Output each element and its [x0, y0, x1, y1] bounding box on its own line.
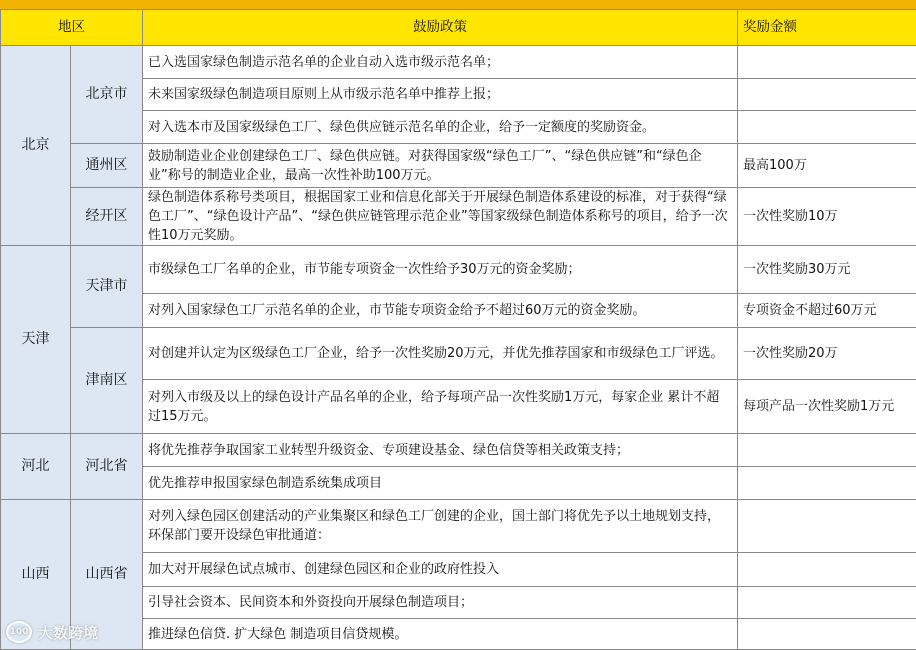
- city-cell: 山西省: [71, 500, 143, 650]
- policy-cell: 市级绿色工厂名单的企业，市节能专项资金一次性给予30万元的资金奖励；: [143, 246, 738, 294]
- policy-cell: 未来国家级绿色制造项目原则上从市级示范名单中推荐上报；: [143, 79, 738, 111]
- policy-cell: 绿色制造体系称号类项目，根据国家工业和信息化部关于开展绿色制造体系建设的标准，对于获得“绿色工厂”、“绿色设计产品”、“绿色供应链管理示范企业”等国家级绿色制造体系称号的项目，给予一次性10万元奖励。: [143, 188, 738, 246]
- policy-cell: 将优先推荐争取国家工业转型升级资金、专项建设基金、绿色信贷等相关政策支持；: [143, 434, 738, 467]
- policy-cell: 对列入国家绿色工厂示范名单的企业，市节能专项资金给予不超过60万元的资金奖励。: [143, 294, 738, 328]
- table-row: [1, 144, 916, 188]
- policy-cell: 对入选本市及国家级绿色工厂、绿色供应链示范名单的企业，给予一定额度的奖励资金。: [143, 111, 738, 144]
- region-cell: 天津: [1, 246, 71, 434]
- reward-cell: 一次性奖励20万: [738, 328, 916, 380]
- reward-cell: [738, 46, 916, 79]
- policy-cell: 引导社会资本、民间资本和外资投向开展绿色制造项目；: [143, 587, 738, 619]
- reward-cell: [738, 467, 916, 500]
- region-cell: 河北: [1, 434, 71, 500]
- watermark-logo-icon: 100: [6, 621, 32, 643]
- table-row: [1, 500, 916, 553]
- table-row: [1, 46, 916, 79]
- header-policy: 鼓励政策: [143, 10, 738, 46]
- reward-cell: [738, 79, 916, 111]
- city-cell: 津南区: [71, 328, 143, 434]
- reward-cell: [738, 500, 916, 553]
- region-cell: 山西: [1, 500, 71, 650]
- top-accent-strip: [0, 0, 916, 9]
- table-row: [1, 188, 916, 246]
- city-cell: 经开区: [71, 188, 143, 246]
- table-row: [1, 328, 916, 380]
- city-cell: 河北省: [71, 434, 143, 500]
- reward-cell: 最高100万: [738, 144, 916, 188]
- policy-table: [0, 9, 916, 650]
- city-cell: 天津市: [71, 246, 143, 328]
- reward-cell: 专项资金不超过60万元: [738, 294, 916, 328]
- table-row: [1, 246, 916, 294]
- policy-cell: 对列入绿色园区创建活动的产业集聚区和绿色工厂创建的企业，国土部门将优先予以土地规划支持，环保部门要开设绿色审批通道：: [143, 500, 738, 553]
- reward-cell: 一次性奖励10万: [738, 188, 916, 246]
- header-reward: 奖励金额: [738, 10, 916, 46]
- policy-cell: 优先推荐申报国家绿色制造系统集成项目: [143, 467, 738, 500]
- watermark: [6, 619, 98, 645]
- table-header-row: [1, 10, 916, 46]
- reward-cell: [738, 111, 916, 144]
- policy-cell: 推进绿色信贷. 扩大绿色 制造项目信贷规模。: [143, 619, 738, 650]
- city-cell: 北京市: [71, 46, 143, 144]
- policy-cell: 已入选国家绿色制造示范名单的企业自动入选市级示范名单；: [143, 46, 738, 79]
- policy-cell: 鼓励制造业企业创建绿色工厂、绿色供应链。对获得国家级“绿色工厂”、“绿色供应链”和“绿色企业”称号的制造业企业，最高一次性补助100万元。: [143, 144, 738, 188]
- policy-cell: 加大对开展绿色试点城市、创建绿色园区和企业的政府性投入: [143, 553, 738, 587]
- header-region: 地区: [1, 10, 143, 46]
- watermark-text: 大数跨境: [38, 622, 98, 643]
- reward-cell: [738, 434, 916, 467]
- reward-cell: [738, 553, 916, 587]
- policy-cell: 对列入市级及以上的绿色设计产品名单的企业，给予每项产品一次性奖励1万元，每家企业 累计不超过15万元。: [143, 380, 738, 434]
- region-cell: 北京: [1, 46, 71, 246]
- reward-cell: 一次性奖励30万元: [738, 246, 916, 294]
- reward-cell: [738, 619, 916, 650]
- policy-cell: 对创建并认定为区级绿色工厂企业，给予一次性奖励20万元，并优先推荐国家和市级绿色工厂评选。: [143, 328, 738, 380]
- reward-cell: 每项产品一次性奖励1万元: [738, 380, 916, 434]
- reward-cell: [738, 587, 916, 619]
- city-cell: 通州区: [71, 144, 143, 188]
- table-row: [1, 434, 916, 467]
